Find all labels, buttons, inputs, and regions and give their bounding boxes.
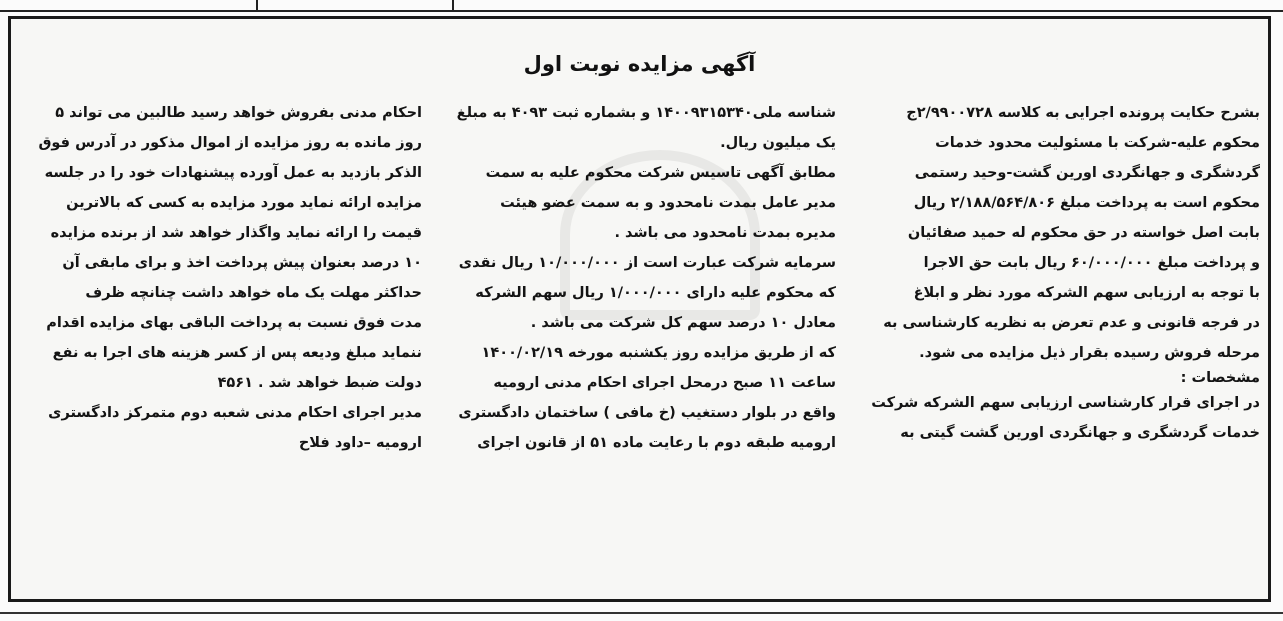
specifications-heading: مشخصات : [1180,370,1260,386]
column-divider-tick [452,0,454,10]
bottom-rule [0,612,1283,614]
text-line: قیمت را ارائه نماید واگذار خواهد شد از برنده مزایده [50,225,422,241]
column-divider-tick [256,0,258,10]
text-line: ارومیه طبقه دوم با رعایت ماده ۵۱ از قانون اجرای [477,435,836,451]
text-line: که محکوم علیه دارای ۱/۰۰۰/۰۰۰ ریال سهم الشرکه [475,285,836,301]
text-line: خدمات گردشگری و جهانگردی اورین گشت گیتی به [900,425,1260,441]
text-line: دولت ضبط خواهد شد . ۴۵۶۱ [217,375,422,391]
text-line: ساعت ۱۱ صبح درمحل اجرای احکام مدنی ارومیه [493,375,836,391]
text-line: در فرجه قانونی و عدم تعرض به نظریه کارشناسی به [883,315,1260,331]
notice-column-right [848,98,1260,448]
text-line: ننماید مبلغ ودیعه پس از کسر هزینه های اجرا به نفع [52,345,422,361]
text-line: و پرداخت مبلغ ۶۰/۰۰۰/۰۰۰ ریال بابت حق الاجرا [923,255,1260,271]
text-line: که از طریق مزایده روز یکشنبه مورخه ۱۴۰۰/۰۲/۱۹ [481,345,836,361]
text-line: ۱۰ درصد بعنوان پیش پرداخت اخذ و برای مابقی آن [62,255,422,271]
text-line: مزایده ارائه نماید مورد مزایده به کسی که بالاترین [66,195,422,211]
notice-column-left [22,98,422,458]
text-line: با توجه به ارزیابی سهم الشرکه مورد نظر و ابلاغ [913,285,1260,301]
notice-column-middle [430,98,836,458]
text-line: بابت اصل خواسته در حق محکوم له حمید صفائیان [907,225,1260,241]
text-line: حداکثر مهلت یک ماه خواهد داشت چنانچه ظرف [85,285,422,301]
text-line: محکوم است به پرداخت مبلغ ۲/۱۸۸/۵۶۴/۸۰۶ ریال [913,195,1260,211]
text-line: محکوم علیه-شرکت با مسئولیت محدود خدمات [935,135,1260,151]
text-line: در اجرای قرار کارشناسی ارزیابی سهم الشرکه شرکت [871,395,1260,411]
notice-title: آگهی مزایده نوبت اول [523,52,756,76]
text-line: سرمایه شرکت عبارت است از ۱۰/۰۰۰/۰۰۰ ریال نقدی [458,255,836,271]
signature-line: مدیر اجرای احکام مدنی شعبه دوم متمرکز دادگستری [48,405,422,421]
top-rule [0,0,1283,12]
signature-line: ارومیه –داود فلاح [298,435,422,451]
text-line: الذکر بازدید به عمل آورده پیشنهادات خود را در جلسه [44,165,422,181]
text-line: مطابق آگهی تاسیس شرکت محکوم علیه به سمت [485,165,836,181]
text-line: معادل ۱۰ درصد سهم کل شرکت می باشد . [530,315,836,331]
text-line: مدیر عامل بمدت نامحدود و به سمت عضو هیئت [500,195,836,211]
text-line: روز مانده به روز مزایده از اموال مذکور در آدرس فوق [38,135,422,151]
text-line: مرحله فروش رسیده بقرار ذیل مزایده می شود. [919,345,1260,361]
text-line: مدت فوق نسبت به پرداخت الباقی بهای مزایده اقدام [46,315,422,331]
text-line: مدیره بمدت نامحدود می باشد . [614,225,836,241]
text-line: شناسه ملی۱۴۰۰۹۳۱۵۳۴۰ و بشماره ثبت ۴۰۹۳ به مبلغ [456,105,836,121]
text-line: گردشگری و جهانگردی اورین گشت-وحید رستمی [914,165,1260,181]
text-line: واقع در بلوار دستغیب (خ مافی ) ساختمان دادگستری [458,405,836,421]
text-line: احکام مدنی بفروش خواهد رسید طالبین می تواند ۵ [55,105,422,121]
text-line: بشرح حکایت پرونده اجرایی به کلاسه ۲/۹۹۰۰۷۲۸ج [906,105,1260,121]
text-line: یک میلیون ریال. [720,135,836,151]
